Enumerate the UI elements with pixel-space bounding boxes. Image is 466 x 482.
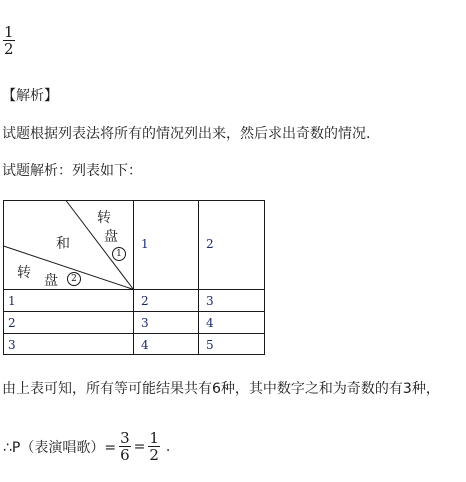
- corner-turn2-char2: 盘: [44, 273, 58, 289]
- row-3-value-2: 5: [206, 338, 214, 352]
- fraction-three-sixths: [119, 430, 131, 463]
- fraction2-numerator: 1: [149, 429, 159, 447]
- row-2-label: 2: [8, 316, 16, 330]
- row-1-value-2: 3: [206, 294, 214, 308]
- corner-turn1-char1: 转: [97, 210, 111, 226]
- row-1-label: 1: [8, 294, 16, 308]
- corner-turn1-char2: 盘: [104, 229, 118, 245]
- col-header-2: 2: [206, 237, 214, 251]
- equation-prefix: ∴P（表演唱歌）=: [3, 439, 117, 456]
- fraction1-denominator: 6: [120, 446, 130, 464]
- row-3-label: 3: [8, 338, 16, 352]
- row-3-value-1: 4: [141, 338, 149, 352]
- intro-text: 试题根据列表法将所有的情况列出来，然后求出奇数的情况.: [2, 126, 371, 142]
- row-1-value-1: 2: [141, 294, 149, 308]
- answer-numerator: 1: [4, 23, 14, 41]
- fraction2-denominator: 2: [149, 446, 159, 464]
- fraction1-numerator: 3: [120, 429, 130, 447]
- answer-denominator: 2: [4, 40, 14, 58]
- corner-turn2-char1: 转: [17, 265, 31, 281]
- equals-sign: =: [133, 438, 146, 455]
- conclusion-text: 由上表可知，所有等可能结果共有6种，其中数字之和为奇数的有3种，: [2, 381, 440, 397]
- corner-circle-1: 1: [112, 247, 126, 261]
- row-2-value-1: 3: [141, 316, 149, 330]
- corner-sum-label: 和: [56, 236, 70, 252]
- solution-label: 试题解析：列表如下：: [2, 163, 142, 179]
- equation-period: .: [165, 438, 171, 455]
- probability-equation: [3, 430, 170, 463]
- row-2-value-2: 4: [206, 316, 214, 330]
- analysis-heading: 【解析】: [2, 88, 58, 104]
- col-header-1: 1: [141, 237, 149, 251]
- corner-circle-2: 2: [67, 272, 81, 286]
- fraction-one-half: [148, 430, 160, 463]
